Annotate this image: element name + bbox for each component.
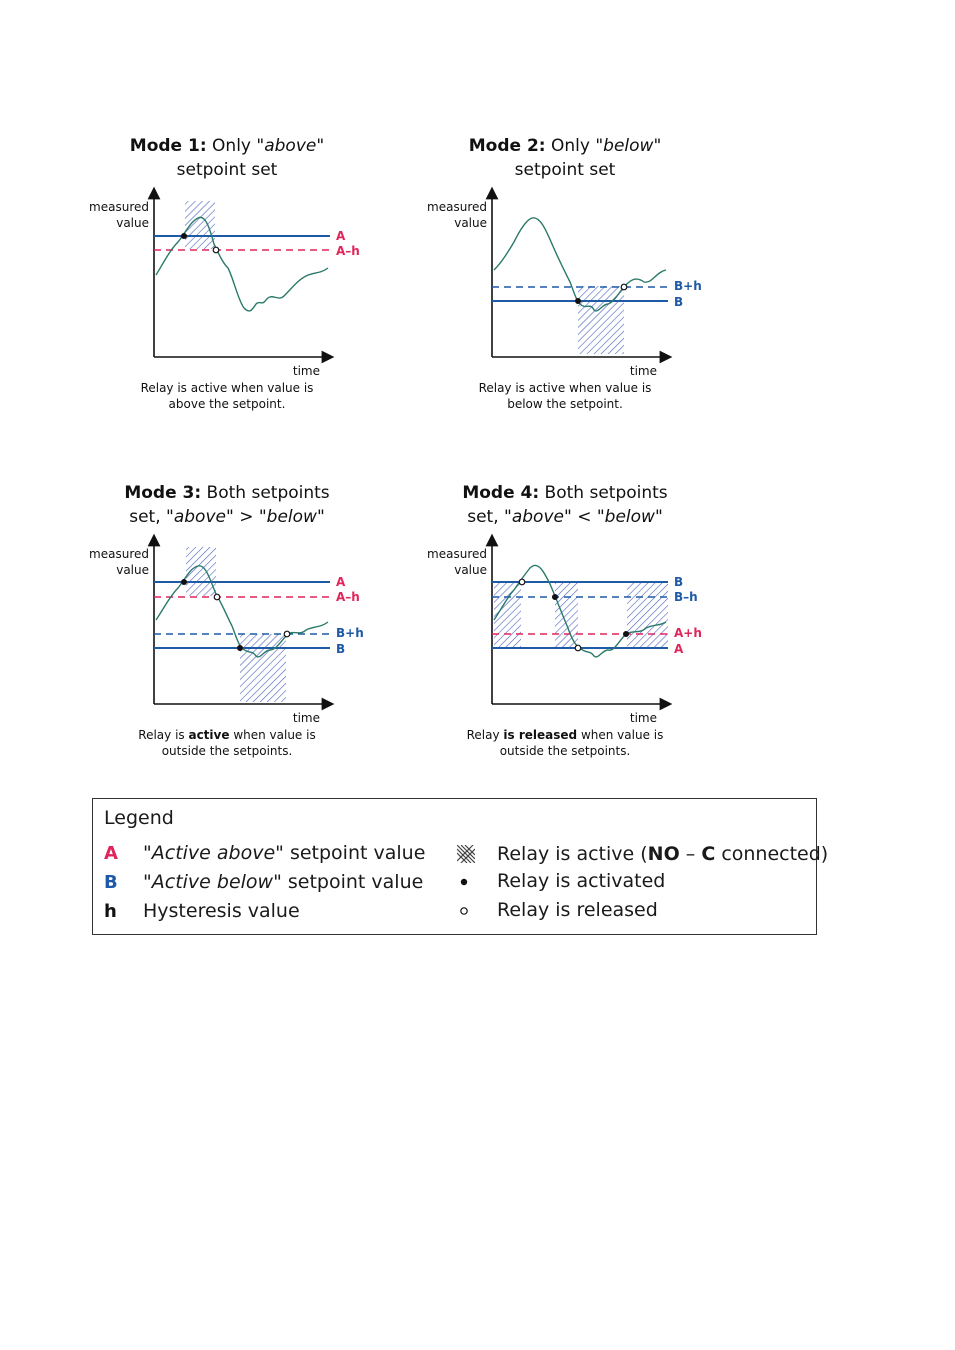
- mode-4-activated-dot-1: [552, 594, 558, 600]
- legend-title: Legend: [104, 807, 174, 829]
- mode-1-xlabel: time: [292, 364, 320, 378]
- mode-4-hatch-3: [627, 582, 668, 648]
- mode-3-ylabel-2: value: [116, 563, 149, 577]
- mode-2-panel: [427, 136, 702, 411]
- mode-3-panel: [89, 483, 364, 758]
- mode-4-panel: [427, 483, 702, 758]
- mode-4-ylabel-2: value: [454, 563, 487, 577]
- mode-2-activated-dot: [575, 298, 581, 304]
- mode-4-caption-2: outside the setpoints.: [499, 744, 631, 758]
- legend-item-active-above: "Active above" setpoint value: [143, 842, 426, 864]
- mode-2-label-B-plus-h: B+h: [674, 279, 702, 293]
- mode-4-label-A-plus-h: A+h: [674, 626, 702, 640]
- legend-symbol-A: A: [104, 843, 118, 864]
- mode-3-activated-dot-2: [237, 645, 243, 651]
- legend-symbol-B: B: [104, 872, 118, 893]
- mode-4-hatch-2: [555, 582, 578, 648]
- mode-4-xlabel: time: [629, 711, 657, 725]
- mode-3-label-A: A: [336, 575, 346, 589]
- legend-relay-active: Relay is active (NO – C connected): [497, 843, 829, 865]
- mode-3-activated-dot-1: [181, 579, 187, 585]
- legend-relay-activated: Relay is activated: [497, 870, 666, 892]
- mode-3-released-dot-1: [214, 594, 220, 600]
- mode-2-caption-2: below the setpoint.: [507, 397, 623, 411]
- legend-symbol-h: h: [104, 901, 117, 922]
- mode-3-label-A-minus-h: A–h: [336, 590, 360, 604]
- mode-3-released-dot-2: [284, 631, 290, 637]
- mode-4-label-A: A: [674, 642, 684, 656]
- legend-relay-released: Relay is released: [497, 899, 658, 921]
- mode-2-xlabel: time: [629, 364, 657, 378]
- mode-2-ylabel-2: value: [454, 216, 487, 230]
- mode-4-title: Mode 4: Both setpoints: [462, 483, 668, 503]
- mode-3-ylabel-1: measured: [89, 547, 149, 561]
- mode-4-activated-dot-2: [623, 631, 629, 637]
- mode-1-ylabel-1: measured: [89, 200, 149, 214]
- mode-3-xlabel: time: [292, 711, 320, 725]
- legend-item-hysteresis: Hysteresis value: [143, 900, 300, 922]
- mode-4-caption-1: Relay is released when value is: [466, 728, 664, 742]
- mode-1-value-curve: [156, 217, 328, 311]
- mode-2-title: Mode 2: Only "below": [468, 136, 662, 156]
- mode-2-title-line2: setpoint set: [514, 160, 616, 180]
- mode-1-panel: [89, 136, 360, 411]
- mode-4-ylabel-1: measured: [427, 547, 487, 561]
- mode-1-activated-dot: [181, 233, 187, 239]
- mode-3-caption-2: outside the setpoints.: [161, 744, 293, 758]
- filled-dot-icon: [459, 877, 469, 887]
- mode-1-title: Mode 1: Only "above": [129, 136, 325, 156]
- mode-1-title-line2: setpoint set: [176, 160, 278, 180]
- mode-2-caption-1: Relay is active when value is: [478, 381, 652, 395]
- legend: [92, 798, 829, 935]
- mode-1-caption-1: Relay is active when value is: [140, 381, 314, 395]
- mode-3-title-line2: set, "above" > "below": [129, 507, 325, 527]
- mode-1-released-dot: [213, 247, 219, 253]
- mode-3-label-B-plus-h: B+h: [336, 626, 364, 640]
- mode-1-label-A: A: [336, 229, 346, 243]
- mode-3-caption-1: Relay is active when value is: [138, 728, 316, 742]
- mode-2-released-dot: [621, 284, 627, 290]
- hatch-icon: [457, 845, 475, 863]
- mode-2-ylabel-1: measured: [427, 200, 487, 214]
- mode-4-label-B-minus-h: B–h: [674, 590, 698, 604]
- mode-4-hatch-1: [494, 582, 521, 648]
- open-dot-icon: [459, 906, 469, 916]
- mode-1-caption-2: above the setpoint.: [168, 397, 286, 411]
- mode-4-label-B: B: [674, 575, 684, 589]
- mode-2-label-B: B: [674, 295, 684, 309]
- mode-3-label-B: B: [336, 642, 346, 656]
- mode-1-label-A-minus-h: A–h: [336, 244, 360, 258]
- legend-item-active-below: "Active below" setpoint value: [143, 871, 424, 893]
- mode-3-title: Mode 3: Both setpoints: [124, 483, 330, 503]
- mode-1-ylabel-2: value: [116, 216, 149, 230]
- mode-4-released-dot-2: [575, 645, 581, 651]
- mode-4-released-dot-1: [519, 579, 525, 585]
- mode-4-title-line2: set, "above" < "below": [467, 507, 663, 527]
